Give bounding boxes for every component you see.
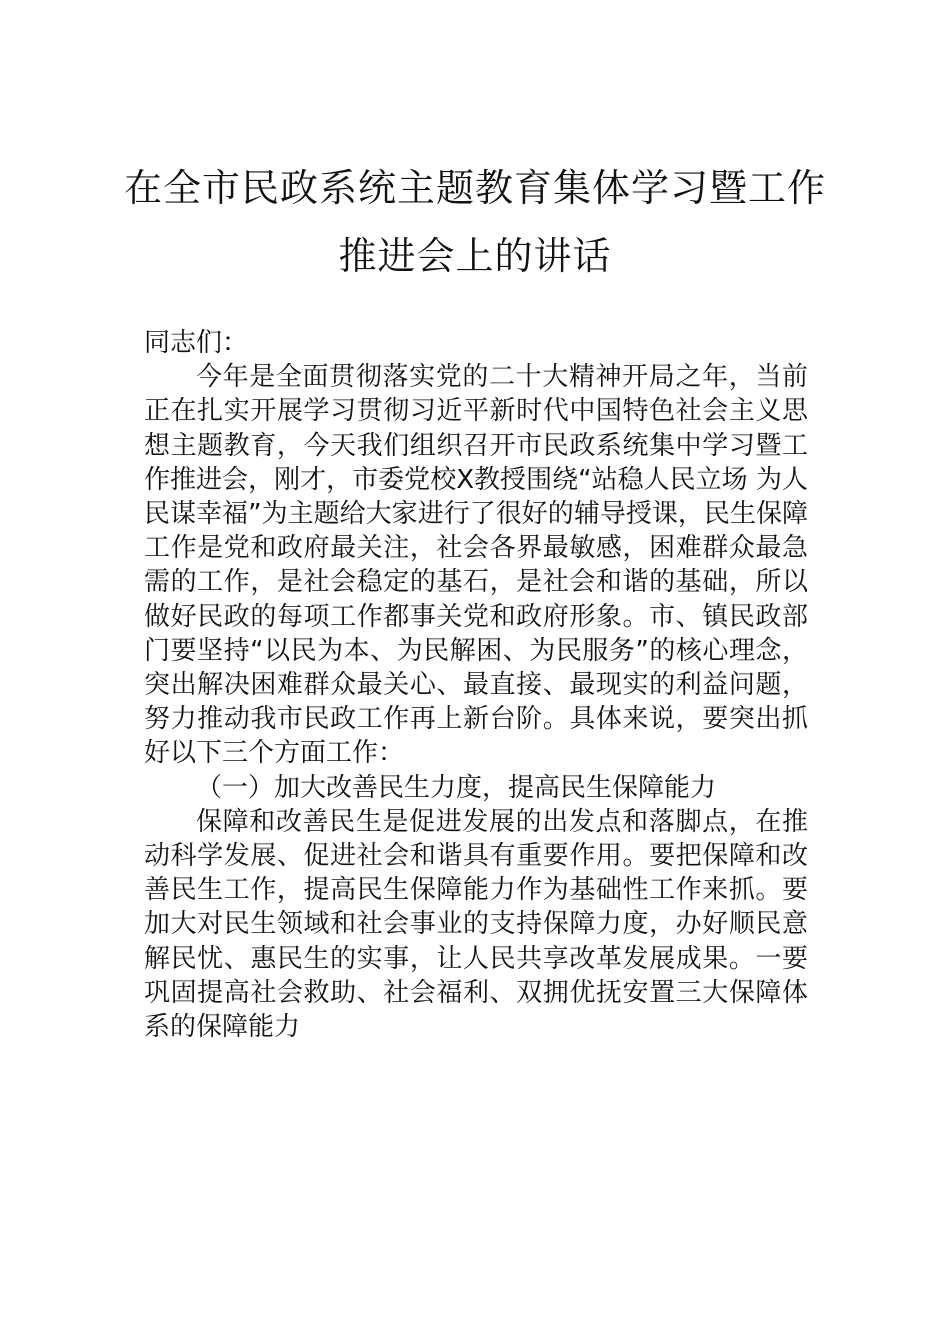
paragraph-1: 今年是全面贯彻落实党的二十大精神开局之年，当前正在扎实开展学习贯彻习近平新时代中国特色社会主义思想主题教育，今天我们组织召开市民政系统集中学习暨工作推进会，刚才，市委党校X教授围绕“站稳人民立场 为人民谋幸福”为主题给大家进行了很好的辅导授课，民生保障工作是党和政府最关注，社会各界最敏感，困难群众最急需的工作，是社会稳定的基石，是社会和谐的基础，所以做好民政的每项工作都事关党和政府形象。市、镇民政部门要坚持“以民为本、为民解困、为民服务”的核心理念，突出解决困难群众最关心、最直接、最现实的利益问题，努力推动我市民政工作再上新台阶。具体来说，要突出抓好以下三个方面工作： [144, 362, 808, 769]
document-title-line-2: 推进会上的讲话 [338, 234, 612, 278]
section-1-heading: （一）加大改善民生力度，提高民生保障能力 [196, 772, 717, 803]
salutation: 同志们： [144, 328, 249, 358]
document-body [144, 326, 808, 1044]
document-title-line-1: 在全市民政系统主题教育集体学习暨工作 [123, 166, 826, 210]
paragraph-2: 保障和改善民生是促进发展的出发点和落脚点，在推动科学发展、促进社会和谐具有重要作用。要把保障和改善民生工作，提高民生保障能力作为基础性工作来抓。要加大对民生领域和社会事业的支持保障力度，办好顺民意解民忧、惠民生的实事，让人民共享改革发展成果。一要巩固提高社会救助、社会福利、双拥优抚安置三大保障体系的保障能力 [144, 806, 808, 1043]
